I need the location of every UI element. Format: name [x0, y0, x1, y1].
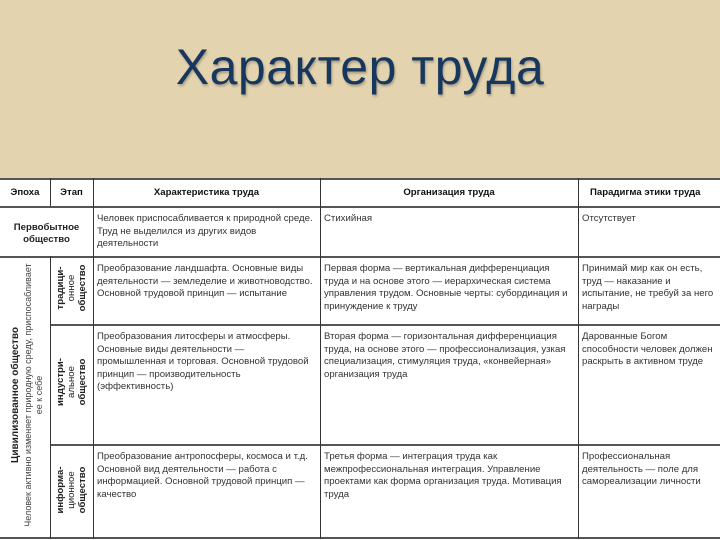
primitive-paradigm: Отсутствует [582, 213, 636, 224]
stage-traditional: традици- онное общество [55, 264, 88, 312]
informational-characteristic: Преобразование антропосферы, космоса и т.д. Основной вид деятельности — работа с информацией. Основной трудовой принцип — качество [97, 451, 308, 500]
industrial-characteristic: Преобразования литосферы и атмосферы. Основные виды деятельности — промышленная и торговая. Основной трудовой принцип — производительность (эффективность) [97, 331, 309, 392]
traditional-organization: Первая форма — вертикальная дифференциация труда и на основе этого — иерархическая система управления трудом. Основные черты: субординация и принуждение к труду [324, 263, 568, 312]
epoch-civilized-subtitle: Человек активно изменяет природную среду, приспосабливает ее к себе [23, 263, 44, 527]
header-stage: Этап [60, 187, 83, 198]
informational-organization: Третья форма — интеграция труда как межпрофессиональная интеграция. Управление проектами как форма организация труда. Мотивация труда [324, 451, 562, 500]
row-divider [50, 444, 720, 446]
header-organization: Организация труда [403, 187, 495, 198]
epoch-primitive: Первобытное общество [13, 222, 80, 245]
header-bottom-border [0, 206, 720, 208]
row-divider [50, 324, 720, 326]
industrial-organization: Вторая форма — горизонтальная дифференциация труда, на основе этого — профессионализация, узкая специализация, стимуляция труда, «конвейерная» организация труда [324, 331, 566, 380]
header-paradigm: Парадигма этики труда [590, 187, 701, 198]
industrial-paradigm: Дарованные Богом способности человек должен раскрыть в активном труде [582, 331, 713, 367]
stage-industrial: индустри- альное общество [55, 358, 88, 406]
slide-title: Характер труда [175, 39, 545, 95]
col-divider [50, 256, 51, 539]
traditional-paradigm: Принимай мир как он есть, труд — наказание и испытание, не требуй за него награды [582, 263, 714, 312]
epoch-civilized-title: Цивилизованное общество [10, 327, 21, 463]
stage-informational: информа- ционное общество [55, 466, 88, 514]
traditional-characteristic: Преобразование ландшафта. Основные виды деятельности — земледелие и животноводство. Основной трудовой принцип — испытание [97, 263, 313, 299]
primitive-characteristic: Человек приспосабливается к природной среде. Труд не выделился из других видов деятельности [97, 213, 313, 249]
primitive-organization: Стихийная [324, 213, 373, 224]
table-top-border [0, 178, 720, 180]
row-divider [0, 256, 720, 258]
table-bottom-border [0, 537, 720, 539]
labor-character-table [0, 178, 720, 540]
header-epoch: Эпоха [10, 187, 40, 198]
header-characteristic: Характеристика труда [153, 187, 260, 198]
informational-paradigm: Профессиональная деятельность — поле для самореализации личности [582, 451, 701, 487]
